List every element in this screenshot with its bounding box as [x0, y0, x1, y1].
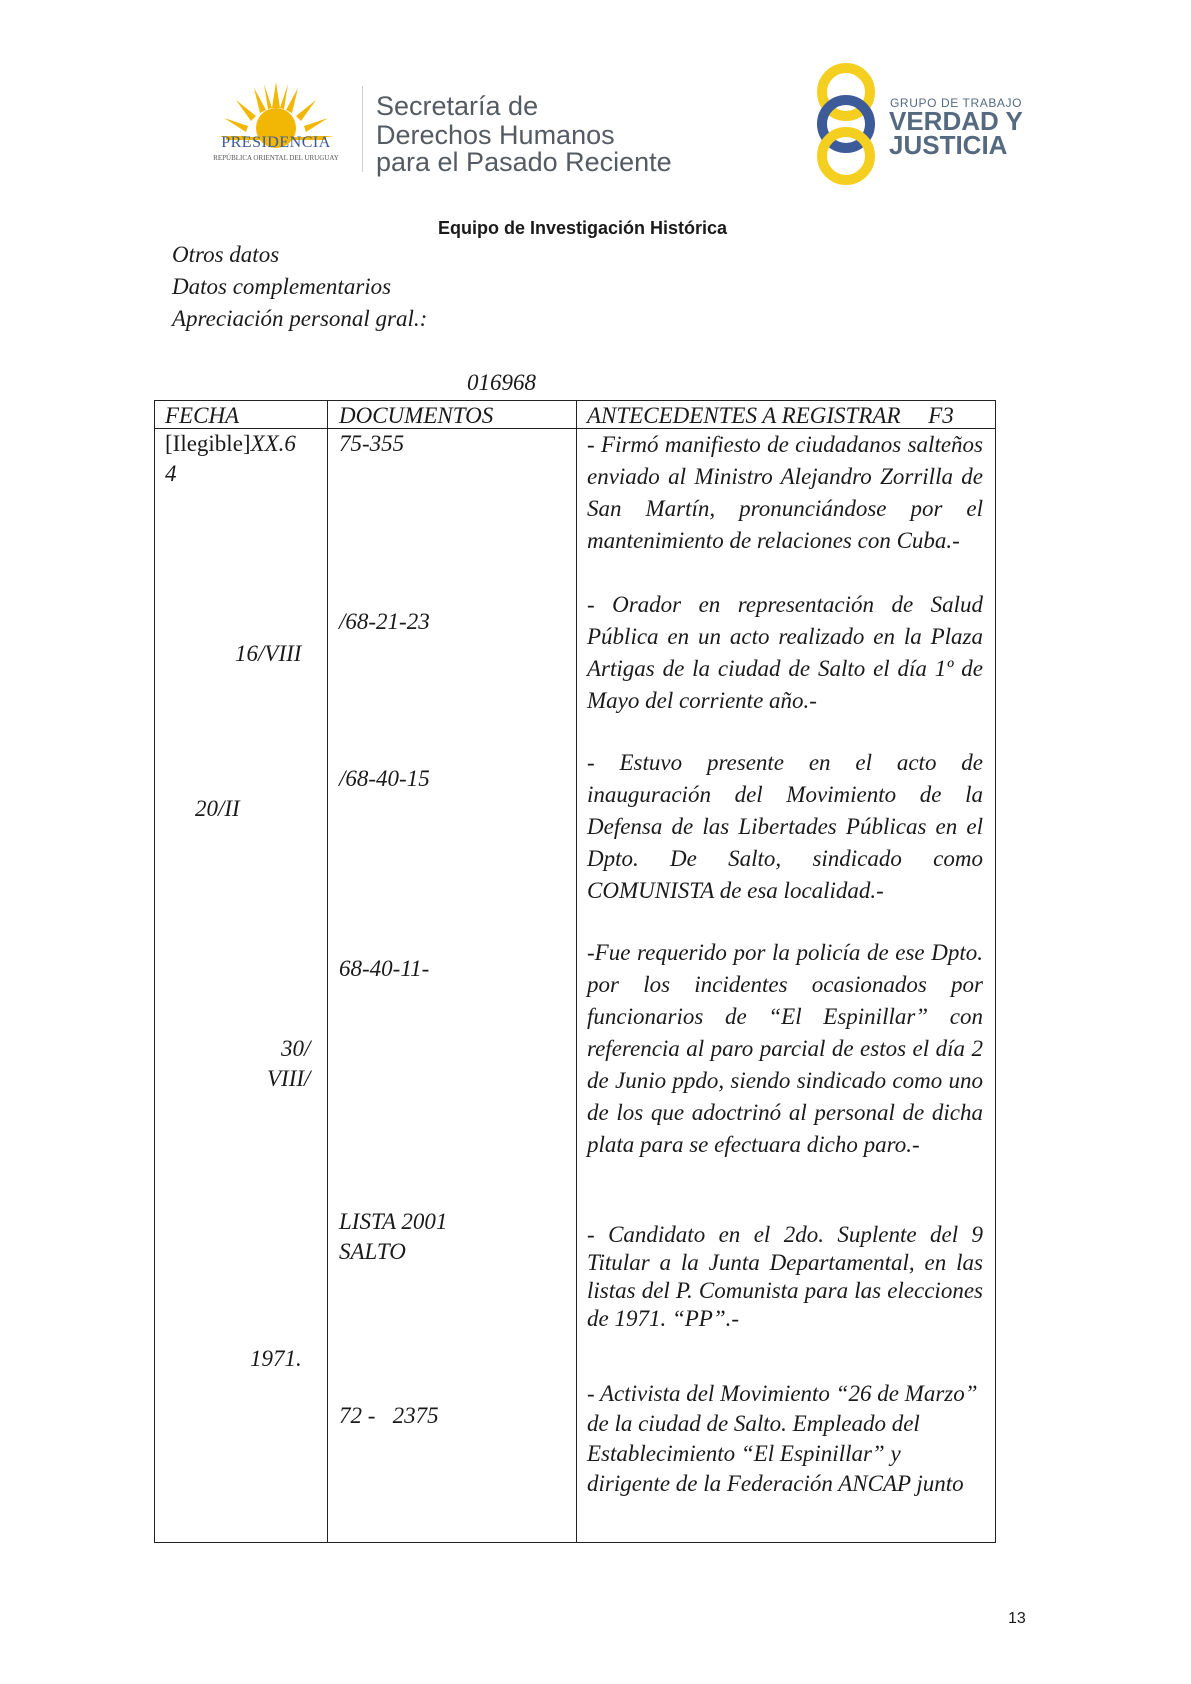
sun-emblem-icon	[196, 80, 356, 180]
page-number: 13	[1008, 1610, 1026, 1627]
antecedente-1: - Firmó manifiesto de ciudadanos salteños enviado al Ministro Alejandro Zorrilla de San Martín, pronunciándose por el mantenimiento de relaciones con Cuba.-	[587, 432, 983, 553]
fecha-entry-1	[165, 431, 296, 457]
header-code: F3	[928, 403, 954, 428]
presidencia-logo	[196, 80, 356, 180]
documento-1: 75-355	[339, 431, 405, 456]
antecedente-4: -Fue requerido por la policía de ese Dpto. por los incidentes ocasionados por funcionarios de “El Espinillar” con referencia al paro parcial de estos el día 2 de Junio ppdo, siendo sindicado como uno de los que adoctrinó al personal de dicha plata para se efectuara dicho paro.-	[587, 940, 983, 1157]
logo-divider	[362, 86, 363, 172]
apreciacion-label: Apreciación personal gral.:	[172, 306, 428, 331]
column-divider	[327, 401, 328, 1542]
header-fecha: FECHA	[165, 403, 240, 428]
column-divider	[576, 401, 577, 1542]
fecha-entry-5: 1971.	[250, 1346, 302, 1371]
documento-4: 68-40-11-	[339, 956, 430, 981]
antecedente-5: - Candidato en el 2do. Suplente del 9 Titular a la Junta Departamental, en las listas del P. Comunista para las elecciones de 1971. “PP”.-	[587, 1222, 983, 1331]
antecedente-6: - Activista del Movimiento “26 de Marzo” de la ciudad de Salto. Empleado del Establecimiento “El Espinillar” y dirigente de la Federación ANCAP junto	[587, 1381, 978, 1496]
documento-5-line1: LISTA 2001	[339, 1209, 448, 1234]
documento-2: /68-21-23	[339, 609, 430, 634]
vj-verdad-label: VERDAD Y	[889, 106, 1023, 136]
page-heading: Equipo de Investigación Histórica	[438, 218, 728, 238]
fecha-entry-4-line1: 30/	[281, 1036, 311, 1061]
header-documentos: DOCUMENTOS	[339, 403, 494, 428]
document-number: 016968	[467, 370, 536, 395]
fecha-entry-4-line2: VIII/	[267, 1066, 311, 1091]
vj-group-label: GRUPO DE TRABAJO	[890, 96, 1023, 110]
otros-datos-label: Otros datos	[172, 242, 280, 267]
antecedente-2: - Orador en representación de Salud Pública en un acto realizado en la Plaza Artigas de la ciudad de Salto el día 1º de Mayo del corriente año.-	[587, 592, 983, 713]
fecha-entry-3: 20/II	[195, 796, 240, 821]
presidencia-subtitle: REPÚBLICA ORIENTAL DEL URUGUAY	[213, 154, 339, 162]
header-antecedentes-label: ANTECEDENTES A REGISTRAR	[587, 403, 901, 428]
vj-justicia-label: JUSTICIA	[889, 130, 1008, 160]
fecha-value: XX.6	[250, 431, 296, 456]
secretaria-title-line1: Secretaría de	[376, 91, 539, 121]
fecha-illegible: [Ilegible]	[165, 431, 251, 456]
fecha-entry-1-cont: 4	[165, 461, 177, 486]
secretaria-title-line3: para el Pasado Reciente	[376, 147, 672, 177]
secretaria-title-line2: Derechos Humanos	[376, 120, 615, 150]
datos-complementarios-label: Datos complementarios	[172, 274, 392, 299]
records-table	[154, 400, 996, 1543]
antecedente-3: - Estuvo presente en el acto de inauguración del Movimiento de la Defensa de las Libertades Públicas en el Dpto. De Salto, sindicado como COMUNISTA de esa localidad.-	[587, 750, 983, 903]
documento-5-line2: SALTO	[339, 1239, 406, 1264]
documento-3: /68-40-15	[339, 766, 430, 791]
presidencia-name: PRESIDENCIA	[221, 134, 331, 151]
documento-6: 72 - 2375	[339, 1403, 439, 1428]
fecha-entry-2: 16/VIII	[235, 641, 302, 666]
header-antecedentes	[587, 403, 954, 429]
